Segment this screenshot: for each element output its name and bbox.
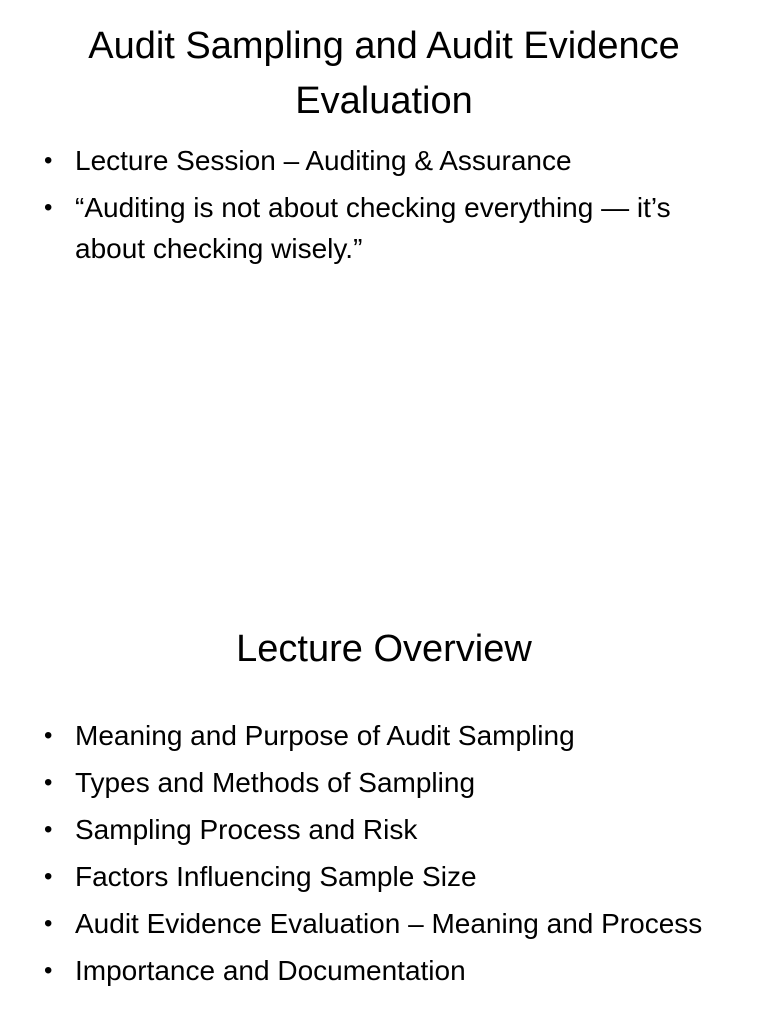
list-item — [0, 903, 720, 944]
bullet-dot-icon: • — [44, 816, 53, 843]
bullet-text: Meaning and Purpose of Audit Sampling — [75, 720, 575, 751]
list-item — [0, 809, 720, 850]
slide-lecture-overview — [0, 600, 768, 1024]
bullet-dot-icon: • — [44, 147, 53, 174]
bullet-list — [0, 140, 720, 275]
bullet-text: Lecture Session – Auditing & Assurance — [75, 145, 572, 176]
list-item — [0, 950, 720, 991]
bullet-text: Factors Influencing Sample Size — [75, 861, 477, 892]
slide-title: Lecture Overview — [236, 628, 532, 670]
list-item — [0, 856, 720, 897]
bullet-text: Sampling Process and Risk — [75, 814, 418, 845]
bullet-dot-icon: • — [44, 910, 53, 937]
bullet-text: Types and Methods of Sampling — [75, 767, 476, 798]
bullet-dot-icon: • — [44, 957, 53, 984]
list-item — [0, 187, 720, 269]
bullet-dot-icon: • — [44, 194, 53, 221]
bullet-text: Importance and Documentation — [75, 955, 466, 986]
bullet-dot-icon: • — [44, 722, 53, 749]
bullet-dot-icon: • — [44, 863, 53, 890]
list-item — [0, 140, 720, 181]
bullet-dot-icon: • — [44, 769, 53, 796]
list-item — [0, 715, 720, 756]
list-item — [0, 762, 720, 803]
bullet-text: “Auditing is not about checking everything — it’s about checking wisely.” — [75, 192, 671, 264]
slide-title: Audit Sampling and Audit Evidence Evaluation — [88, 25, 680, 122]
bullet-text: Audit Evidence Evaluation – Meaning and Process — [75, 908, 703, 939]
bullet-list — [0, 715, 720, 997]
